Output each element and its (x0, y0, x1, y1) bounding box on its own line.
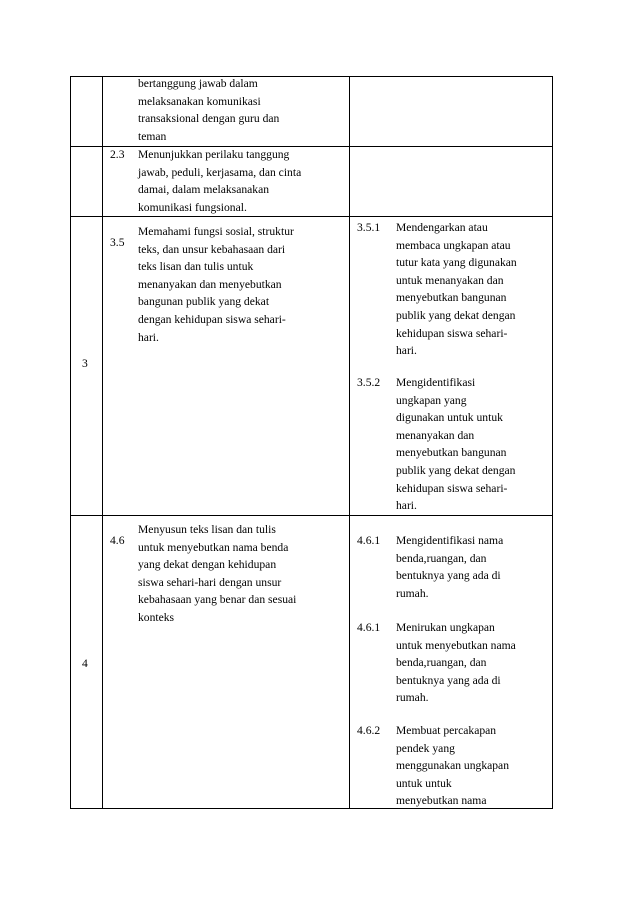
competency-text: Memahami fungsi sosial, struktur teks, dan unsur kebahasaan dari teks lisan dan tulis untuk menanyakan dan menyebutkan bangunan publik yang dekat dengan kehidupan siswa sehari- hari. (138, 225, 294, 344)
row-divider (70, 515, 553, 516)
competency-text: bertanggung jawab dalam melaksanakan komunikasi transaksional dengan guru dan teman (138, 77, 280, 143)
indicator-text: Mengidentifikasi nama benda,ruangan, dan bentuknya yang ada di rumah. (396, 534, 504, 600)
row-number: 4 (82, 657, 88, 670)
table-border-left (70, 76, 71, 809)
competency-code: 3.5 (110, 236, 125, 249)
indicator-text: Menirukan ungkapan untuk menyebutkan nama benda,ruangan, dan bentuknya yang ada di rumah. (396, 621, 516, 705)
table-border-right (552, 76, 553, 809)
competency-text: Menyusun teks lisan dan tulis untuk menyebutkan nama benda yang dekat dengan kehidupan siswa sehari-hari dengan unsur kebahasaan yang benar dan sesuai konteks (138, 523, 297, 624)
indicator-code: 4.6.2 (357, 724, 381, 737)
indicator-text: Mengidentifikasi ungkapan yang digunakan untuk untuk menanyakan dan menyebutkan bangunan publik yang dekat dengan kehidupan siswa sehari- hari. (396, 376, 516, 513)
competency-code: 4.6 (110, 534, 125, 547)
indicator-text: Membuat percakapan pendek yang menggunakan ungkapan untuk untuk menyebutkan nama (396, 724, 510, 808)
column-divider (349, 76, 350, 809)
indicator-code: 4.6.1 (357, 621, 381, 634)
indicator-code: 3.5.2 (357, 376, 381, 389)
row-number: 3 (82, 357, 88, 370)
indicator-code: 4.6.1 (357, 534, 381, 547)
indicator-text: Mendengarkan atau membaca ungkapan atau tutur kata yang digunakan untuk menanyakan dan menyebutkan bangunan publik yang dekat dengan kehidupan siswa sehari- hari. (396, 221, 517, 358)
competency-text: Menunjukkan perilaku tanggung jawab, peduli, kerjasama, dan cinta damai, dalam melaksanakan komunikasi fungsional. (138, 148, 302, 214)
column-divider (102, 76, 103, 809)
competency-code: 2.3 (110, 148, 125, 161)
indicator-code: 3.5.1 (357, 221, 381, 234)
